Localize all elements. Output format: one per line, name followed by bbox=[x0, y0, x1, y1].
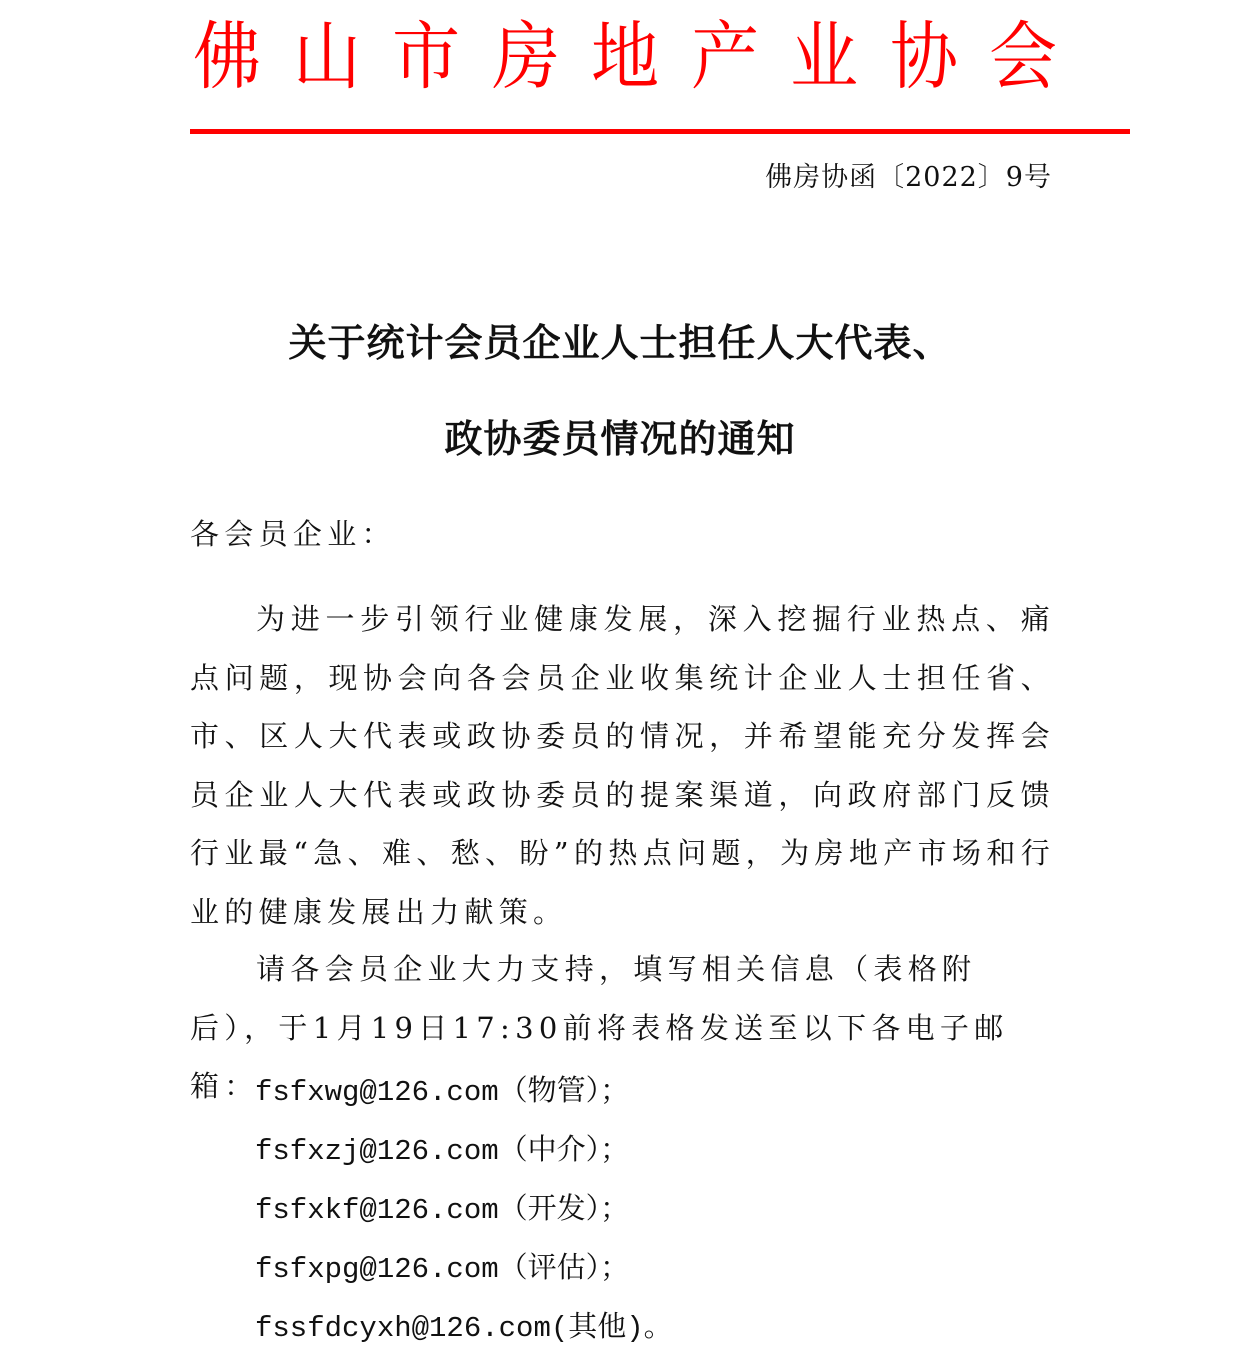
masthead-char: 山 bbox=[292, 14, 361, 100]
body-paragraph-2: 请各会员企业大力支持，填写相关信息（表格附后），于1月19日17:30前将表格发送至以下各电子邮箱： bbox=[190, 952, 1009, 1103]
masthead-char: 会 bbox=[988, 14, 1058, 100]
body-paragraph-1: 为进一步引领行业健康发展，深入挖掘行业热点、痛点问题，现协会向各会员企业收集统计企业人士担任省、市、区人大代表或政协委员的情况，并希望能充分发挥会员企业人大代表或政协委员的提案渠道，向政府部门反馈行业最“急、难、愁、盼”的热点问题，为房地产市场和行业的健康发展出力献策。 bbox=[190, 602, 1055, 929]
org-masthead bbox=[190, 12, 1060, 102]
salutation: 各会员企业： bbox=[190, 517, 396, 551]
masthead-char: 产 bbox=[690, 14, 759, 100]
email-item-development[interactable]: fsfxkf@126.com（开发）； bbox=[255, 1194, 630, 1227]
red-divider bbox=[190, 129, 1130, 134]
masthead-char: 业 bbox=[789, 14, 859, 100]
document-title-line2: 政协委员情况的通知 bbox=[444, 417, 796, 461]
document-title-line1: 关于统计会员企业人士担任人大代表、 bbox=[288, 321, 952, 365]
masthead-char: 协 bbox=[889, 14, 958, 100]
masthead-char: 房 bbox=[491, 14, 560, 100]
email-item-appraisal[interactable]: fsfxpg@126.com（评估）； bbox=[255, 1253, 630, 1286]
masthead-char: 市 bbox=[391, 14, 461, 100]
document-number: 佛房协函〔2022〕9号 bbox=[765, 162, 1052, 193]
email-list bbox=[255, 1063, 673, 1358]
masthead-char: 地 bbox=[590, 14, 660, 100]
email-item-property[interactable]: fsfxwg@126.com（物管）； bbox=[255, 1076, 630, 1109]
email-item-other[interactable]: fssfdcyxh@126.com(其他)。 bbox=[255, 1312, 673, 1345]
email-item-agency[interactable]: fsfxzj@126.com（中介）； bbox=[255, 1135, 630, 1168]
masthead-char: 佛 bbox=[192, 14, 262, 100]
